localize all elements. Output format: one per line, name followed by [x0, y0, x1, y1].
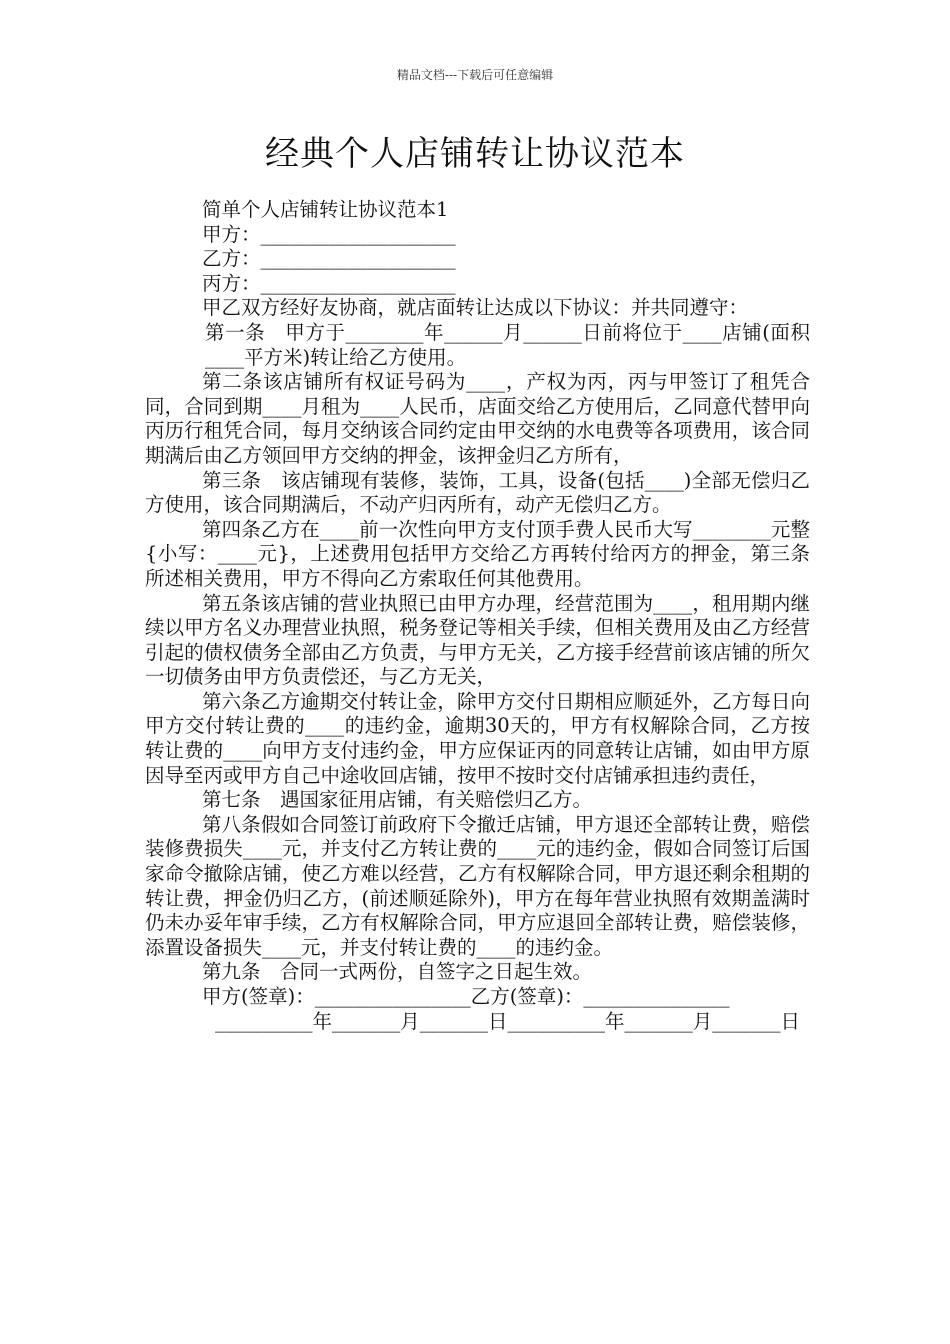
paragraph: 第六条乙方逾期交付转让金，除甲方交付日期相应顺延外，乙方每日向甲方交付转让费的____的违约金，逾期30天的，甲方有权解除合同，乙方按转让费的____向甲方支付违约金，甲方应保证丙的同意转让店铺，如由甲方原因导至丙或甲方自己中途收回店铺，按甲不按时交付店铺承担违约责任， [145, 689, 810, 787]
signature-line: 甲方(签章)：________________乙方(签章)：_______________ [202, 985, 730, 1008]
paragraph: 第九条 合同一式两份，自签字之日起生效。 [202, 960, 593, 984]
page-header: 精品文档---下载后可任意编辑 [396, 68, 554, 82]
paragraph: 第三条 该店铺现有装修，装饰，工具，设备(包括____)全部无偿归乙方使用，该合同期满后，不动产归丙所有，动产无偿归乙方。 [145, 468, 810, 517]
document-body [145, 198, 810, 1034]
paragraph: 甲方：____________________ [202, 222, 456, 246]
paragraph: 丙方：____________________ [202, 271, 456, 295]
paragraph: 第七条 遇国家征用店铺，有关赔偿归乙方。 [202, 788, 593, 812]
paragraph: 第四条乙方在____前一次性向甲方支付顶手费人民币大写________元整{小写：____元}，上述费用包括甲方交给乙方再转付给丙方的押金，第三条所述相关费用，甲方不得向乙方索取任何其他费用。 [145, 517, 810, 590]
paragraph: 第一条 甲方于________年______月______日前将位于____店铺(面积____平方米)转让给乙方使用。 [205, 320, 810, 369]
document-title: 经典个人店铺转让协议范本 [265, 134, 685, 174]
paragraph: 第二条该店铺所有权证号码为____，产权为丙，丙与甲签订了租凭合同，合同到期____月租为____人民币，店面交给乙方使用后，乙同意代替甲向丙历行租凭合同，每月交纳该合同约定由甲交纳的水电费等各项费用，该合同期满后由乙方领回甲方交纳的押金，该押金归乙方所有， [145, 370, 810, 467]
paragraph: 第八条假如合同签订前政府下令撤迁店铺，甲方退还全部转让费，赔偿装修费损失____元，并支付乙方转让费的____元的违约金，假如合同签订后国家命令撤除店铺，使乙方难以经营，乙方有权解除合同，甲方退还剩余租期的转让费，押金仍归乙方，(前述顺延除外)，甲方在每年营业执照有效期盖满时仍未办妥年审手续，乙方有权解除合同，甲方应退回全部转让费，赔偿装修，添置设备损失____元，并支付转让费的____的违约金。 [145, 812, 810, 959]
paragraph: 甲乙双方经好友协商，就店面转让达成以下协议：并共同遵守： [202, 296, 749, 320]
paragraph: 乙方：____________________ [202, 247, 456, 271]
paragraph: 简单个人店铺转让协议范本1 [202, 198, 449, 221]
date-line: __________年_______月_______日__________年_______月_______日 [215, 1009, 801, 1033]
paragraph: 第五条该店铺的营业执照已由甲方办理，经营范围为____，租用期内继续以甲方名义办理营业执照，税务登记等相关手续，但相关费用及由乙方经营引起的债权债务全部由乙方负责，与甲方无关，乙方接手经营前该店铺的所欠一切债务由甲方负责偿还，与乙方无关， [145, 591, 810, 689]
